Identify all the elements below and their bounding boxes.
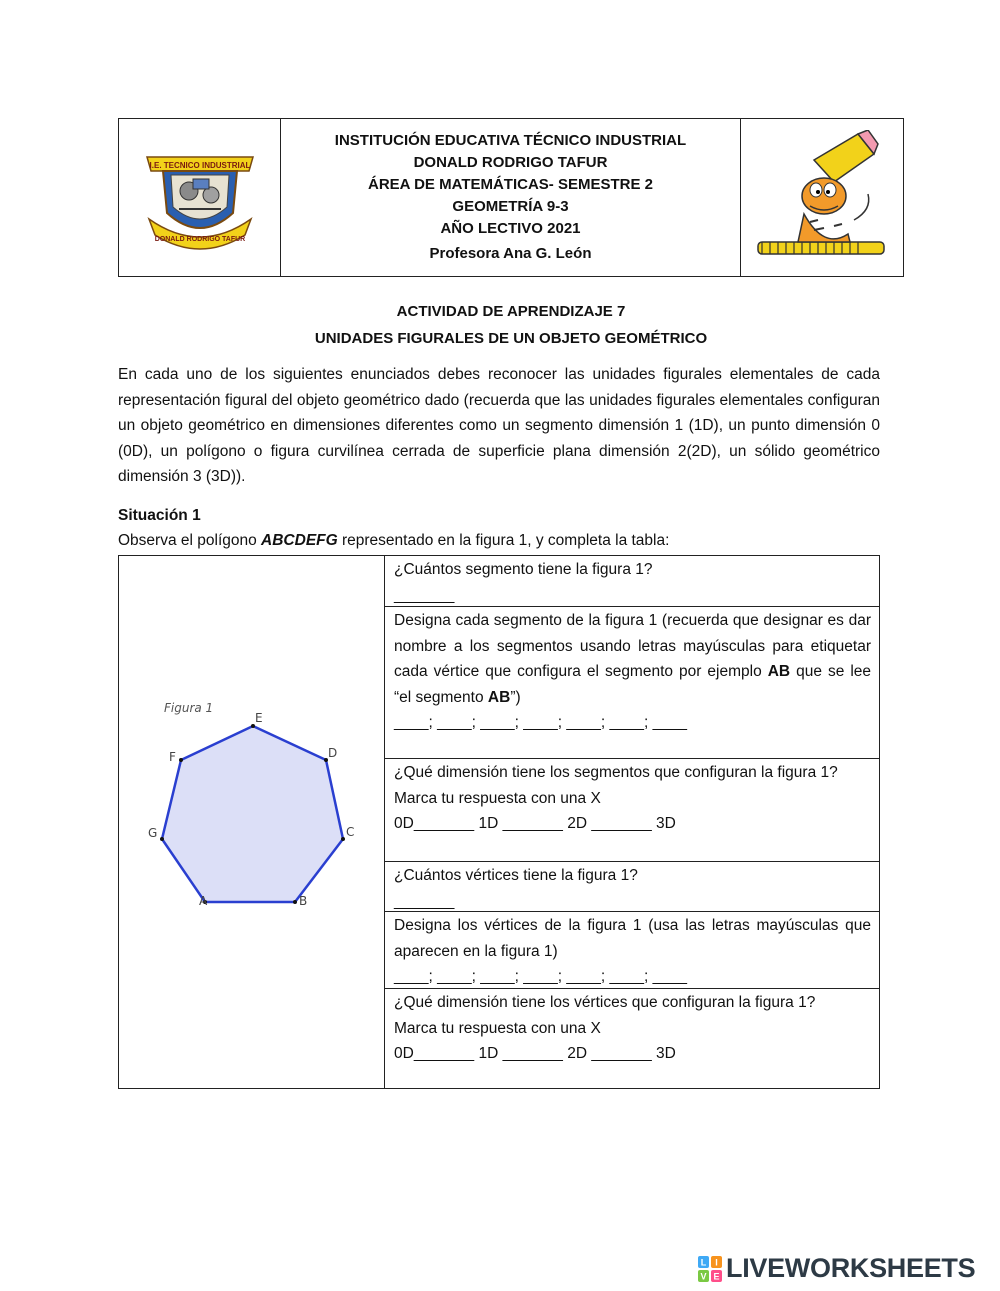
instruction-post: representado en la figura 1, y completa la tabla:	[337, 532, 670, 549]
vertex-b-point	[293, 900, 297, 904]
activity-subtitle: UNIDADES FIGURALES DE UN OBJETO GEOMÉTRICO	[314, 330, 708, 347]
vertex-c-point	[341, 837, 345, 841]
question-1-answer-blank[interactable]: _______	[394, 586, 455, 604]
activity-table	[118, 555, 880, 1089]
question-2-text: Designa cada segmento de la figura 1 (recuerda que designar es dar nombre a los segmentos usando letras mayúsculas para etiquetar cada vértice que configura el segmento por ejemplo AB que se lee “el segmento AB”)	[394, 612, 872, 706]
question-6-dimension-options[interactable]: 0D_______ 1D _______ 2D _______ 3D	[394, 1045, 676, 1062]
question-5-answer-blanks[interactable]: ____; ____; ____; ____; ____; ____; ____	[394, 968, 688, 985]
vertex-label-c: C	[346, 825, 355, 839]
question-3-cell[interactable]	[385, 759, 879, 862]
question-2-cell[interactable]	[385, 607, 879, 759]
figure-cell	[119, 556, 385, 1088]
question-1-text: ¿Cuántos segmento tiene la figura 1?	[394, 561, 653, 578]
question-5-text: Designa los vértices de la figura 1 (usa las letras mayúsculas que aparecen en la figura 1)	[394, 917, 871, 960]
school-crest-logo	[141, 143, 259, 253]
heptagon-shape	[162, 726, 343, 902]
school-logo-cell	[119, 119, 281, 276]
school-name: DONALD RODRIGO TAFUR	[413, 154, 608, 171]
activity-title: ACTIVIDAD DE APRENDIZAJE 7	[396, 303, 626, 320]
vertex-label-d: D	[328, 746, 338, 760]
question-6-text: ¿Qué dimensión tiene los vértices que configuran la figura 1?	[394, 994, 816, 1011]
liveworksheets-logo-icon	[698, 1256, 722, 1282]
vertex-label-e: E	[255, 711, 263, 725]
school-year: AÑO LECTIVO 2021	[440, 220, 581, 237]
vertex-label-b: B	[299, 894, 308, 908]
course-name: GEOMETRÍA 9-3	[452, 198, 569, 215]
vertex-label-g: G	[148, 826, 158, 840]
question-3-dimension-options[interactable]: 0D_______ 1D _______ 2D _______ 3D	[394, 815, 676, 832]
polygon-name: ABCDEFG	[261, 532, 338, 549]
liveworksheets-brand	[698, 1253, 975, 1284]
instruction-pre: Observa el polígono	[118, 532, 262, 549]
logo-letter-v: V	[700, 1271, 707, 1281]
cartoon-cell	[741, 119, 903, 276]
logo-letter-e: E	[713, 1271, 720, 1281]
question-3-instruction: Marca tu respuesta con una X	[394, 789, 601, 807]
logo-top-text: I.E. TECNICO INDUSTRIAL	[149, 160, 250, 170]
vertex-g-point	[160, 837, 164, 841]
brand-name: LIVEWORKSHEETS	[726, 1253, 976, 1283]
question-4-cell[interactable]	[385, 862, 879, 912]
question-6-instruction: Marca tu respuesta con una X	[394, 1019, 601, 1037]
question-4-answer-blank[interactable]: _______	[394, 892, 455, 910]
question-2-answer-blanks[interactable]: ____; ____; ____; ____; ____; ____; ____	[394, 714, 688, 731]
logo-letter-i: I	[715, 1257, 718, 1267]
vertex-label-f: F	[169, 750, 176, 764]
question-1-cell[interactable]	[385, 556, 879, 607]
teacher-name: Profesora Ana G. León	[429, 245, 592, 262]
situation-instruction	[118, 532, 669, 550]
logo-bottom-text: DONALD RODRIGO TAFUR	[154, 235, 245, 243]
intro-paragraph: En cada uno de los siguientes enunciados debes reconocer las unidades figurales elementales de cada representación figural del objeto geométrico dado (recuerda que las unidades figurales elementales configuran un objeto geométrico en dimensiones diferentes como un segmento dimensión 1 (1D), un punto dimensión 0 (0D), un polígono o figura curvilínea cerrada de superficie plana dimensión 2(2D), un sólido geométrico dimensión 3 (3D)).	[118, 366, 880, 485]
questions-column	[385, 556, 879, 1088]
question-3-text: ¿Qué dimensión tiene los segmentos que configuran la figura 1?	[394, 764, 838, 781]
figure-caption: Figura 1	[164, 701, 214, 715]
header-text-cell	[281, 119, 741, 276]
heptagon-figure	[119, 556, 384, 1088]
vertex-f-point	[179, 758, 183, 762]
header-table	[118, 118, 904, 277]
logo-letter-l: L	[700, 1257, 707, 1267]
situation-heading: Situación 1	[118, 507, 201, 524]
area-semester: ÁREA DE MATEMÁTICAS- SEMESTRE 2	[367, 176, 653, 193]
question-5-cell[interactable]	[385, 912, 879, 989]
vertex-label-a: A	[199, 894, 208, 908]
question-4-text: ¿Cuántos vértices tiene la figura 1?	[394, 867, 638, 884]
cartoon-cat-pencil-illustration	[754, 130, 890, 266]
question-6-cell[interactable]	[385, 989, 879, 1088]
institution-name: INSTITUCIÓN EDUCATIVA TÉCNICO INDUSTRIAL	[334, 132, 687, 149]
